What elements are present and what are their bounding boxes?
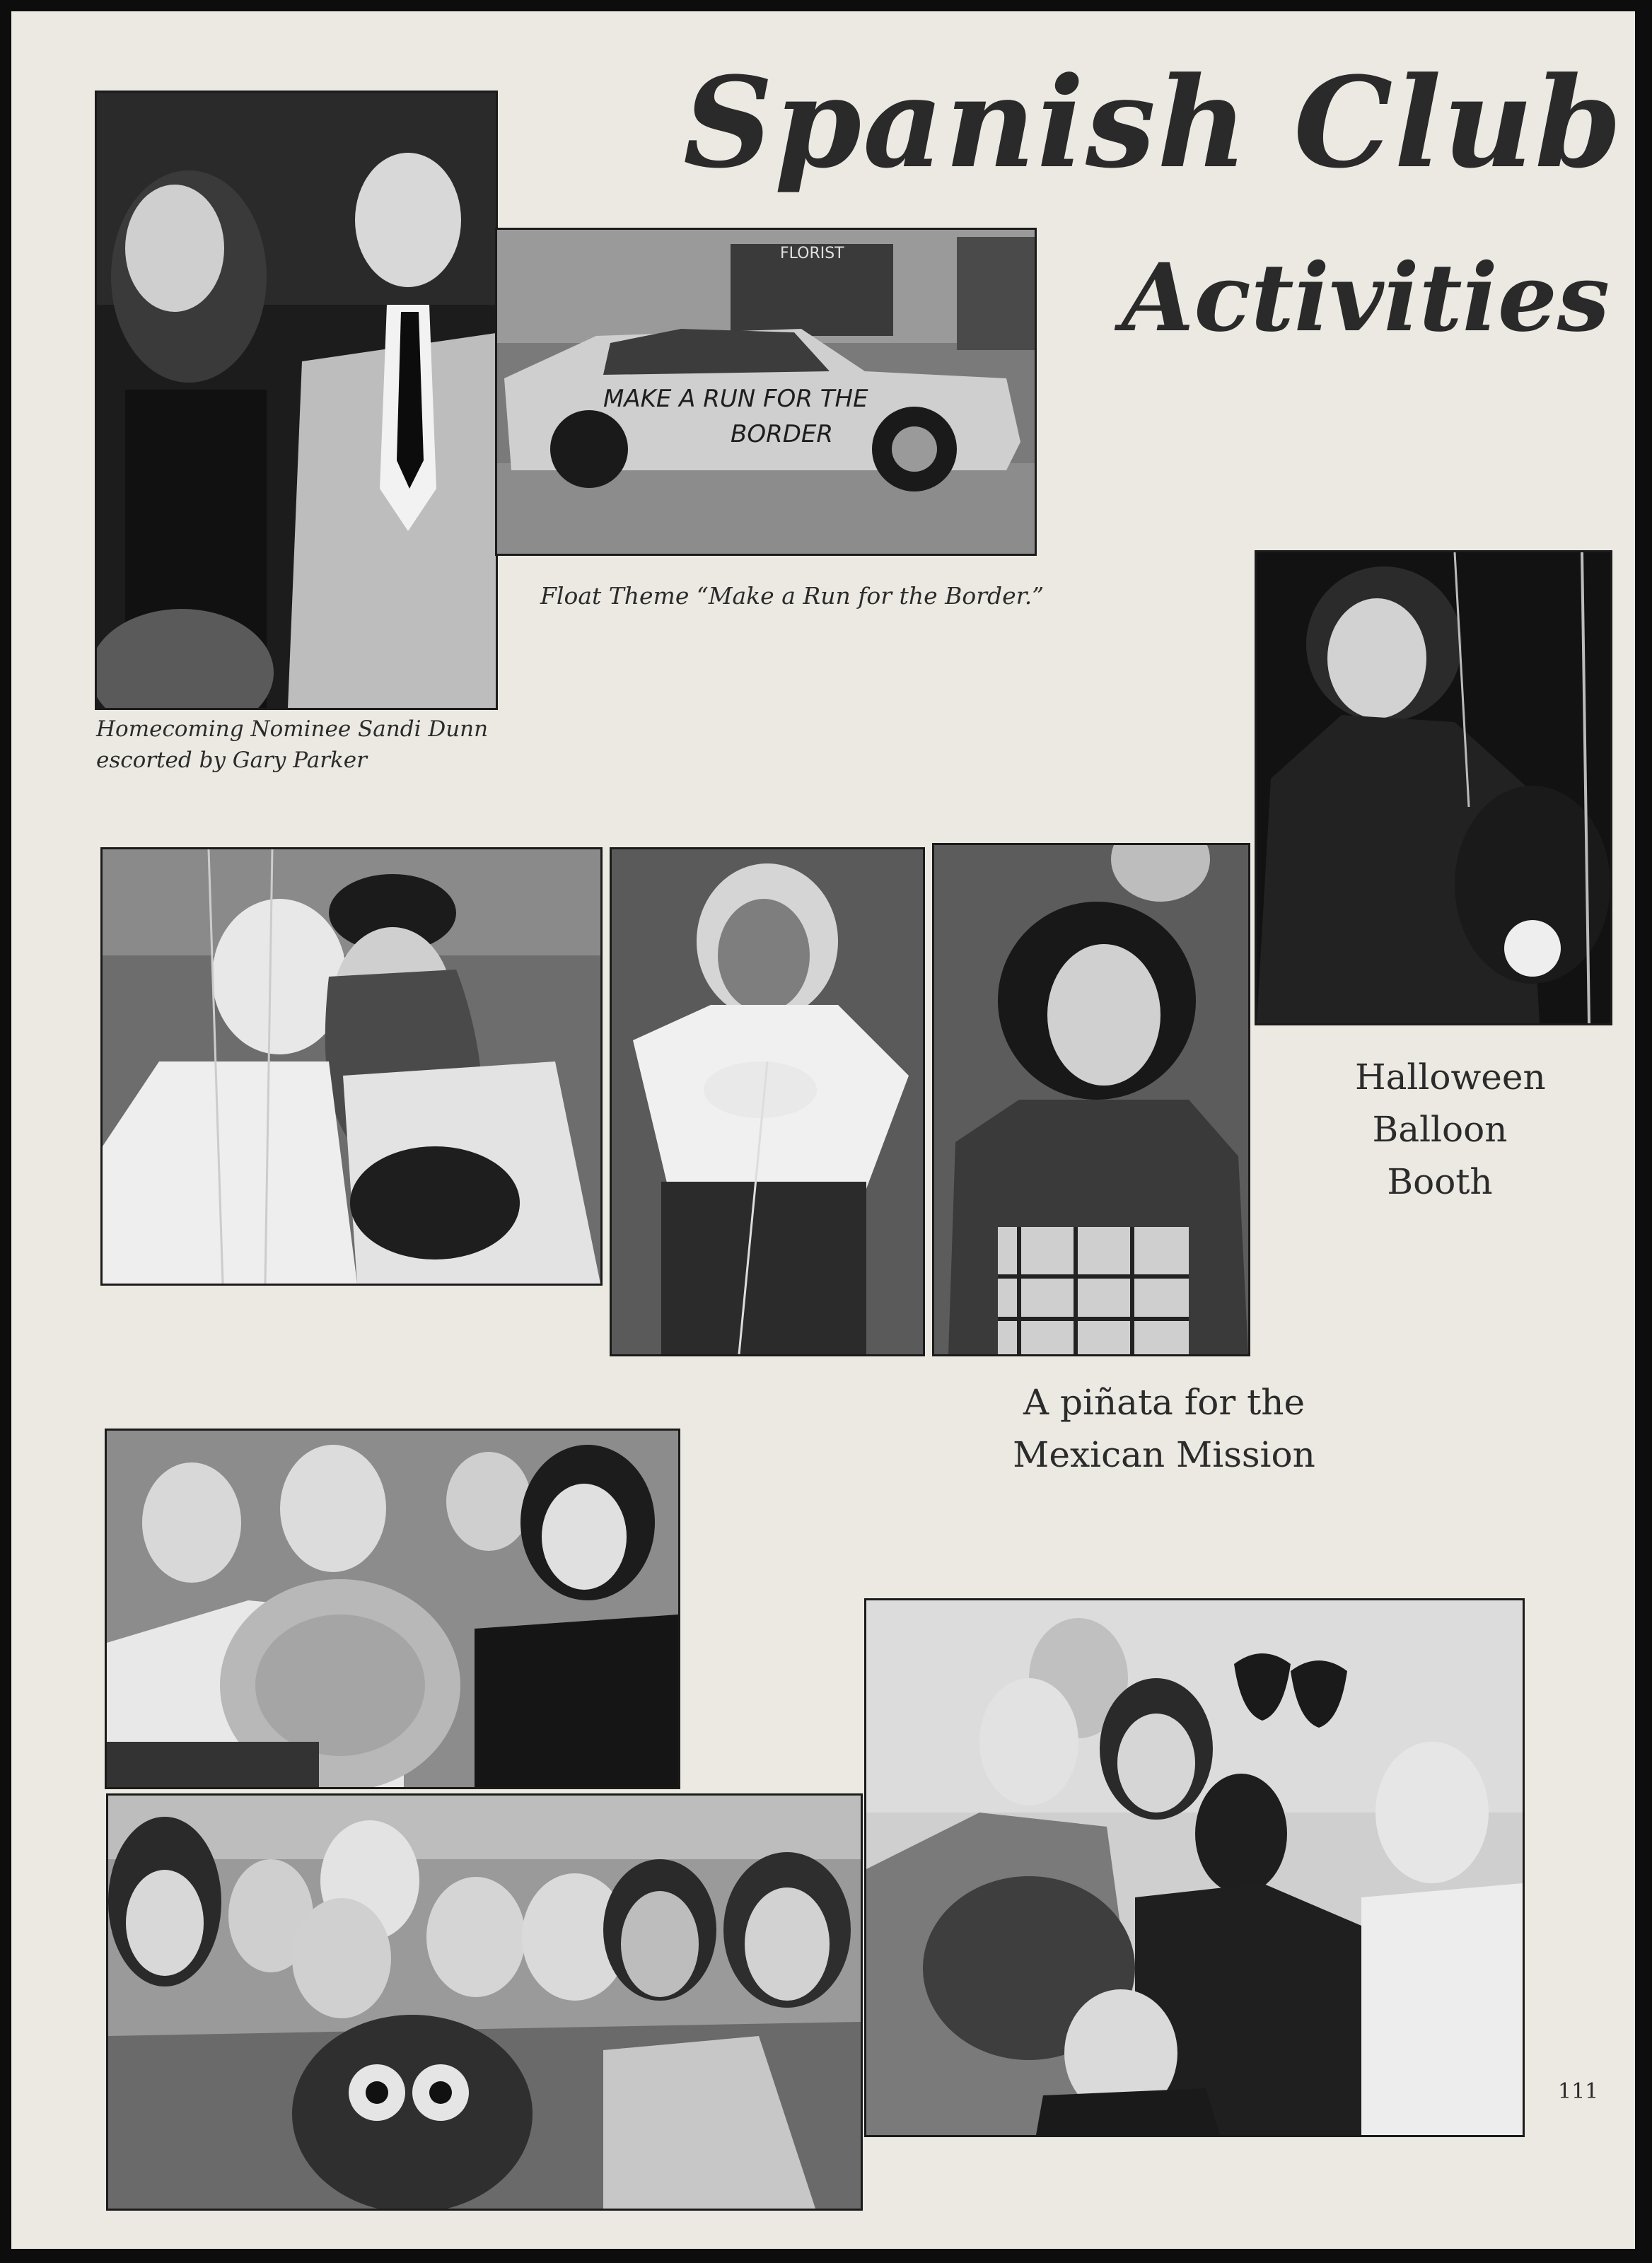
caption-pinata-line2: Mexican Mission bbox=[1013, 1434, 1315, 1475]
page-subtitle: Activities bbox=[1122, 243, 1610, 353]
page-number: 111 bbox=[1558, 2079, 1599, 2104]
photo-float bbox=[495, 228, 1037, 556]
page-title: Spanish Club bbox=[683, 50, 1624, 196]
caption-halloween-line2: Balloon bbox=[1372, 1109, 1508, 1150]
float-image bbox=[497, 230, 1035, 554]
car-slogan-line1: MAKE A RUN FOR THE bbox=[603, 385, 868, 413]
pinata-group3-image bbox=[866, 1600, 1523, 2135]
caption-halloween-line1: Halloween bbox=[1355, 1057, 1546, 1098]
pinata-group1-image bbox=[107, 1431, 678, 1787]
balloon-string-image bbox=[612, 849, 923, 1354]
photo-pinata-group3 bbox=[864, 1598, 1525, 2137]
pinata-group2-image bbox=[108, 1796, 861, 2209]
caption-halloween-line3: Booth bbox=[1387, 1161, 1493, 1202]
balloon-solo-image bbox=[1257, 552, 1610, 1023]
florist-sign-text: FLORIST bbox=[780, 245, 844, 262]
photo-balloon-smile bbox=[932, 843, 1250, 1356]
photo-pinata-group2 bbox=[106, 1793, 863, 2211]
balloon-smile-image bbox=[934, 845, 1248, 1354]
caption-homecoming-line1: Homecoming Nominee Sandi Dunn bbox=[96, 716, 489, 742]
caption-homecoming-line2: escorted by Gary Parker bbox=[96, 747, 367, 773]
balloon-pair-image bbox=[103, 849, 600, 1284]
photo-balloon-solo bbox=[1255, 550, 1612, 1025]
photo-balloon-pair bbox=[100, 847, 603, 1286]
yearbook-page bbox=[11, 11, 1635, 2249]
photo-balloon-string bbox=[610, 847, 925, 1356]
photo-pinata-group1 bbox=[105, 1429, 680, 1789]
caption-float: Float Theme “Make a Run for the Border.” bbox=[540, 582, 1045, 610]
car-slogan-line2: BORDER bbox=[731, 420, 833, 448]
caption-pinata-line1: A piñata for the bbox=[1023, 1382, 1305, 1423]
photo-homecoming bbox=[95, 91, 498, 710]
homecoming-image bbox=[97, 93, 496, 708]
bleed-through-text bbox=[620, 616, 697, 842]
